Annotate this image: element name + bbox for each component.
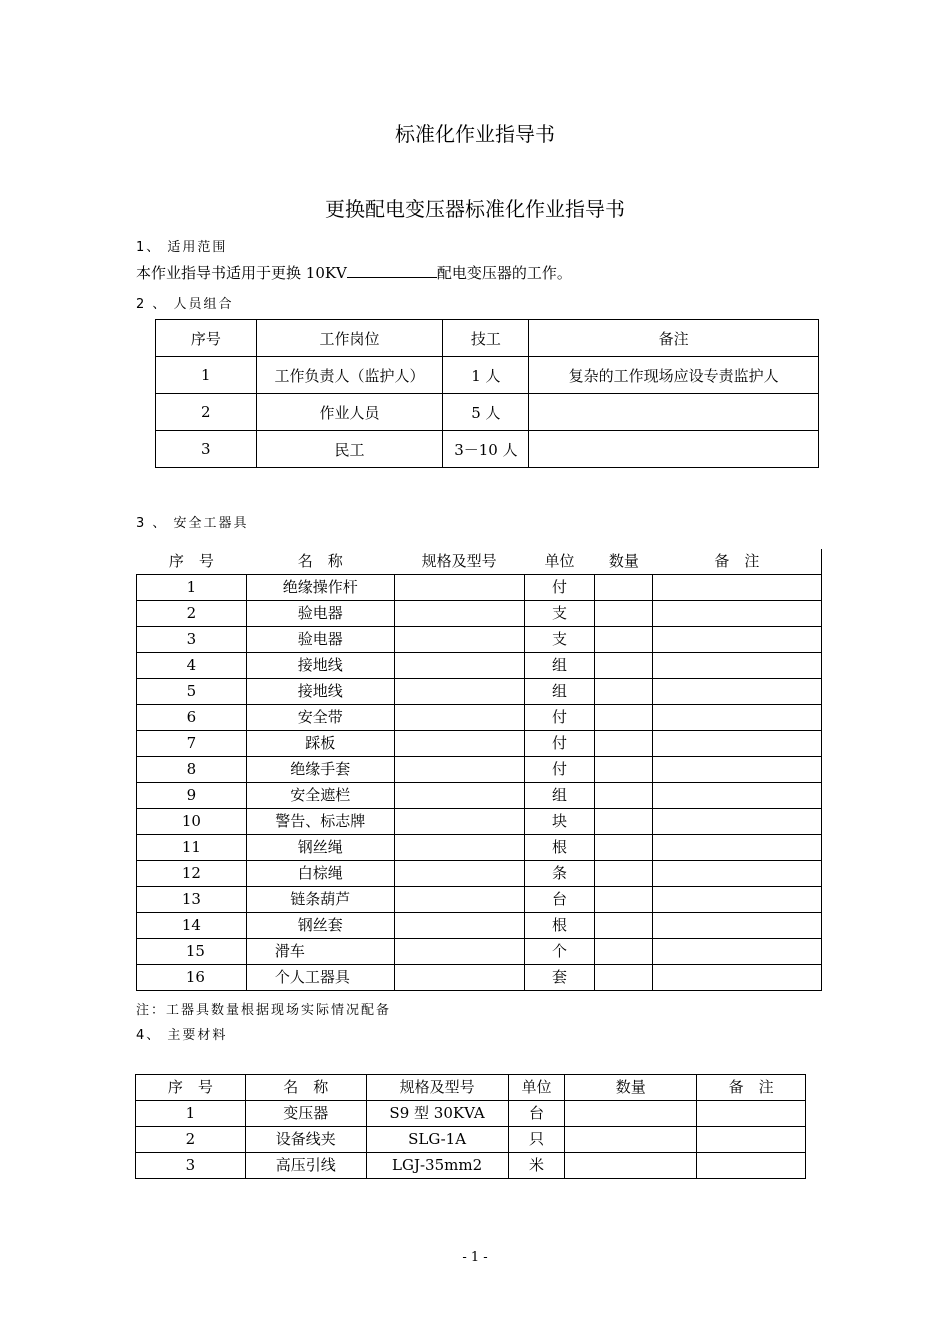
header-cell: 序 号: [136, 1075, 246, 1101]
table-cell: 绝缘手套: [246, 757, 394, 783]
table-cell: [394, 757, 524, 783]
table-cell: [595, 679, 653, 705]
table-cell: 安全遮栏: [246, 783, 394, 809]
table-header-row: [137, 549, 822, 575]
header-cell: 备 注: [697, 1075, 806, 1101]
table-cell: [653, 601, 822, 627]
table-cell: [394, 835, 524, 861]
table-cell: [595, 627, 653, 653]
staffing-table: [155, 319, 819, 468]
table-cell: 6: [137, 705, 247, 731]
table-cell: 台: [508, 1101, 565, 1127]
table-cell: [653, 731, 822, 757]
table-cell: [394, 731, 524, 757]
table-row: [137, 653, 822, 679]
table-cell: 绝缘操作杆: [246, 575, 394, 601]
header-cell: 名 称: [246, 549, 394, 575]
section1-text-before: 本作业指导书适用于更换 10KV: [136, 264, 347, 282]
table-cell: 1 人: [443, 357, 529, 394]
table-cell: [595, 835, 653, 861]
table-cell: [595, 601, 653, 627]
table-cell: [653, 809, 822, 835]
fill-blank: [347, 263, 437, 278]
table-cell: 验电器: [246, 627, 394, 653]
table-cell: [565, 1153, 697, 1179]
section3-heading: 3 、 安全工器具: [136, 516, 249, 531]
table-cell: 验电器: [246, 601, 394, 627]
header-cell: 备注: [529, 320, 819, 357]
table-cell: [595, 913, 653, 939]
table-cell: [529, 431, 819, 468]
table-cell: [595, 705, 653, 731]
table-cell: [565, 1101, 697, 1127]
table-cell: 15: [137, 939, 247, 965]
table-cell: 高压引线: [245, 1153, 366, 1179]
table-cell: 5: [137, 679, 247, 705]
table-cell: [595, 939, 653, 965]
table-cell: [653, 627, 822, 653]
section1-text-after: 配电变压器的工作。: [436, 264, 572, 282]
table-cell: 7: [137, 731, 247, 757]
table-cell: [595, 861, 653, 887]
table-cell: [697, 1101, 806, 1127]
table-row: [137, 601, 822, 627]
table-cell: S9 型 30KVA: [366, 1101, 508, 1127]
table-cell: 个人工器具: [246, 965, 394, 991]
table-cell: 13: [137, 887, 247, 913]
table-cell: [653, 679, 822, 705]
table-cell: 付: [524, 705, 595, 731]
table-cell: 工作负责人（监护人）: [256, 357, 443, 394]
table-cell: 套: [524, 965, 595, 991]
table-row: [156, 394, 819, 431]
table-cell: 踩板: [246, 731, 394, 757]
table-cell: 钢丝套: [246, 913, 394, 939]
table-cell: 钢丝绳: [246, 835, 394, 861]
table-cell: 台: [524, 887, 595, 913]
header-cell: 备 注: [653, 549, 822, 575]
table-cell: 滑车: [246, 939, 394, 965]
table-cell: [394, 809, 524, 835]
table-cell: [595, 783, 653, 809]
table-row: [156, 357, 819, 394]
table-cell: [653, 705, 822, 731]
table-cell: [394, 679, 524, 705]
table-row: [137, 861, 822, 887]
table-cell: [394, 653, 524, 679]
table-cell: 1: [136, 1101, 246, 1127]
table-row: [137, 965, 822, 991]
table-cell: SLG-1A: [366, 1127, 508, 1153]
table-cell: 16: [137, 965, 247, 991]
table-cell: [653, 965, 822, 991]
table-cell: LGJ-35mm2: [366, 1153, 508, 1179]
table-cell: 付: [524, 731, 595, 757]
section3-note: 注：工器具数量根据现场实际情况配备: [136, 1003, 392, 1018]
table-cell: [653, 783, 822, 809]
table-cell: 条: [524, 861, 595, 887]
section1-text: [136, 263, 572, 282]
table-cell: 5 人: [443, 394, 529, 431]
table-cell: 个: [524, 939, 595, 965]
table-cell: 块: [524, 809, 595, 835]
table-cell: 3: [136, 1153, 246, 1179]
table-header-row: [136, 1075, 806, 1101]
table-cell: 14: [137, 913, 247, 939]
table-cell: 支: [524, 627, 595, 653]
table-cell: [394, 627, 524, 653]
table-row: [137, 783, 822, 809]
document-subtitle: 更换配电变压器标准化作业指导书: [325, 197, 625, 221]
table-cell: 付: [524, 757, 595, 783]
header-cell: 序 号: [137, 549, 247, 575]
table-cell: 3: [156, 431, 257, 468]
table-row: [137, 809, 822, 835]
header-cell: 规格及型号: [394, 549, 524, 575]
table-cell: [653, 939, 822, 965]
table-cell: 1: [137, 575, 247, 601]
table-cell: [653, 653, 822, 679]
table-cell: 根: [524, 835, 595, 861]
table-cell: [653, 757, 822, 783]
table-cell: 2: [136, 1127, 246, 1153]
table-cell: 8: [137, 757, 247, 783]
table-row: [137, 575, 822, 601]
table-cell: 链条葫芦: [246, 887, 394, 913]
table-cell: [394, 575, 524, 601]
table-cell: [653, 575, 822, 601]
header-cell: 名 称: [245, 1075, 366, 1101]
table-cell: [595, 731, 653, 757]
table-cell: [595, 757, 653, 783]
table-cell: [653, 913, 822, 939]
section2-heading: 2 、 人员组合: [136, 297, 234, 312]
table-cell: [394, 913, 524, 939]
table-cell: 11: [137, 835, 247, 861]
section4-heading: 4、 主要材料: [136, 1028, 228, 1043]
table-row: [137, 887, 822, 913]
table-row: [137, 627, 822, 653]
table-cell: 只: [508, 1127, 565, 1153]
table-cell: [565, 1127, 697, 1153]
header-cell: 单位: [508, 1075, 565, 1101]
table-cell: [595, 653, 653, 679]
table-cell: 2: [156, 394, 257, 431]
table-cell: 设备线夹: [245, 1127, 366, 1153]
header-cell: 单位: [524, 549, 595, 575]
table-cell: 白棕绳: [246, 861, 394, 887]
table-cell: [394, 705, 524, 731]
table-cell: [653, 861, 822, 887]
table-cell: 2: [137, 601, 247, 627]
table-cell: 安全带: [246, 705, 394, 731]
table-cell: 接地线: [246, 653, 394, 679]
table-row: [156, 431, 819, 468]
header-cell: 技工: [443, 320, 529, 357]
table-cell: 变压器: [245, 1101, 366, 1127]
table-row: [136, 1101, 806, 1127]
table-cell: [595, 965, 653, 991]
table-row: [136, 1127, 806, 1153]
table-cell: 复杂的工作现场应设专责监护人: [529, 357, 819, 394]
header-cell: 工作岗位: [256, 320, 443, 357]
table-row: [137, 913, 822, 939]
table-cell: 1: [156, 357, 257, 394]
table-row: [136, 1153, 806, 1179]
table-cell: 组: [524, 653, 595, 679]
table-cell: 警告、标志牌: [246, 809, 394, 835]
table-cell: [394, 965, 524, 991]
table-cell: 9: [137, 783, 247, 809]
table-cell: 12: [137, 861, 247, 887]
safety-tools-table: [136, 549, 822, 991]
table-cell: [653, 835, 822, 861]
table-cell: [394, 601, 524, 627]
header-cell: 数量: [565, 1075, 697, 1101]
table-cell: 民工: [256, 431, 443, 468]
table-cell: 3: [137, 627, 247, 653]
table-row: [137, 679, 822, 705]
table-row: [137, 731, 822, 757]
section1-heading: 1、 适用范围: [136, 240, 228, 255]
table-cell: 付: [524, 575, 595, 601]
header-cell: 序号: [156, 320, 257, 357]
table-cell: [595, 887, 653, 913]
page-number: - 1 -: [462, 1250, 488, 1265]
table-cell: 接地线: [246, 679, 394, 705]
document-title: 标准化作业指导书: [395, 122, 555, 146]
table-cell: 米: [508, 1153, 565, 1179]
table-cell: 支: [524, 601, 595, 627]
materials-table: [135, 1074, 806, 1179]
table-row: [137, 757, 822, 783]
table-cell: 组: [524, 679, 595, 705]
table-cell: [394, 887, 524, 913]
table-cell: [595, 809, 653, 835]
table-cell: 3－10 人: [443, 431, 529, 468]
table-cell: [595, 575, 653, 601]
table-cell: 作业人员: [256, 394, 443, 431]
table-header-row: [156, 320, 819, 357]
table-cell: [394, 783, 524, 809]
table-row: [137, 705, 822, 731]
table-cell: 10: [137, 809, 247, 835]
table-cell: 4: [137, 653, 247, 679]
header-cell: 规格及型号: [366, 1075, 508, 1101]
table-cell: 根: [524, 913, 595, 939]
table-cell: [394, 861, 524, 887]
table-cell: [653, 887, 822, 913]
table-cell: [697, 1153, 806, 1179]
table-cell: [697, 1127, 806, 1153]
table-row: [137, 939, 822, 965]
table-cell: 组: [524, 783, 595, 809]
header-cell: 数量: [595, 549, 653, 575]
table-cell: [529, 394, 819, 431]
table-cell: [394, 939, 524, 965]
table-row: [137, 835, 822, 861]
